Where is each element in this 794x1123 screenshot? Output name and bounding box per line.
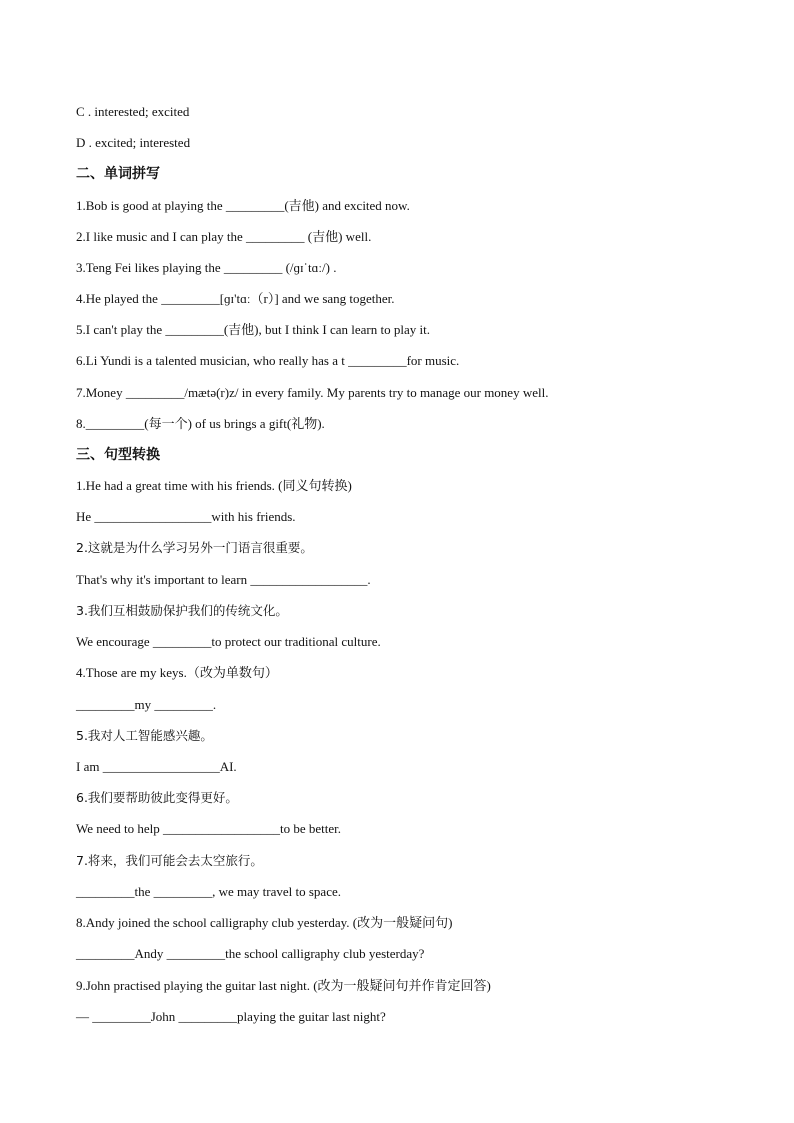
spelling-item-4: 4.He played the _________[ɡɪ'tɑː（r）] and we sang together. — [76, 291, 395, 306]
transform-answer-6: We need to help __________________to be better. — [76, 821, 342, 836]
spelling-item-6: 6.Li Yundi is a talented musician, who really has a t _________for music. — [76, 353, 460, 368]
transform-question-6: 6.我们要帮助彼此变得更好。 — [76, 790, 238, 805]
option-d: D . excited; interested — [76, 135, 191, 150]
transform-answer-3: We encourage _________to protect our traditional culture. — [76, 634, 381, 649]
transform-question-5: 5.我对人工智能感兴趣。 — [76, 728, 213, 743]
spelling-item-1: 1.Bob is good at playing the _________(吉他) and excited now. — [76, 198, 410, 213]
section-heading-spelling: 二、单词拼写 — [76, 166, 160, 182]
option-c: C . interested; excited — [76, 104, 190, 119]
spelling-item-8: 8._________(每一个) of us brings a gift(礼物). — [76, 416, 325, 431]
spelling-item-7: 7.Money _________/mætə(r)z/ in every family. My parents try to manage our money well. — [76, 385, 549, 400]
transform-question-8: 8.Andy joined the school calligraphy club yesterday. (改为一般疑问句) — [76, 915, 453, 930]
transform-answer-5: I am __________________AI. — [76, 759, 237, 774]
transform-question-4: 4.Those are my keys.（改为单数句） — [76, 665, 278, 680]
transform-answer-8: _________Andy _________the school calligraphy club yesterday? — [76, 946, 425, 961]
transform-question-3: 3.我们互相鼓励保护我们的传统文化。 — [76, 603, 288, 618]
transform-question-9: 9.John practised playing the guitar last night. (改为一般疑问句并作肯定回答) — [76, 978, 491, 993]
transform-answer-7: _________the _________, we may travel to space. — [76, 884, 341, 899]
spelling-item-3: 3.Teng Fei likes playing the _________ (/ɡɪˈtɑː/) . — [76, 260, 337, 275]
transform-question-1: 1.He had a great time with his friends. (同义句转换) — [76, 478, 352, 493]
spelling-item-2: 2.I like music and I can play the _________ (吉他) well. — [76, 229, 372, 244]
transform-answer-2: That's why it's important to learn __________________. — [76, 572, 371, 587]
transform-question-7: 7.将来，我们可能会去太空旅行。 — [76, 853, 263, 868]
transform-answer-4: _________my _________. — [76, 697, 217, 712]
spelling-item-5: 5.I can't play the _________(吉他), but I think I can learn to play it. — [76, 322, 430, 337]
transform-answer-9: — _________John _________playing the guitar last night? — [76, 1009, 386, 1024]
section-heading-transform: 三、句型转换 — [76, 447, 160, 463]
transform-question-2: 2.这就是为什么学习另外一门语言很重要。 — [76, 540, 313, 555]
transform-answer-1: He __________________with his friends. — [76, 509, 296, 524]
